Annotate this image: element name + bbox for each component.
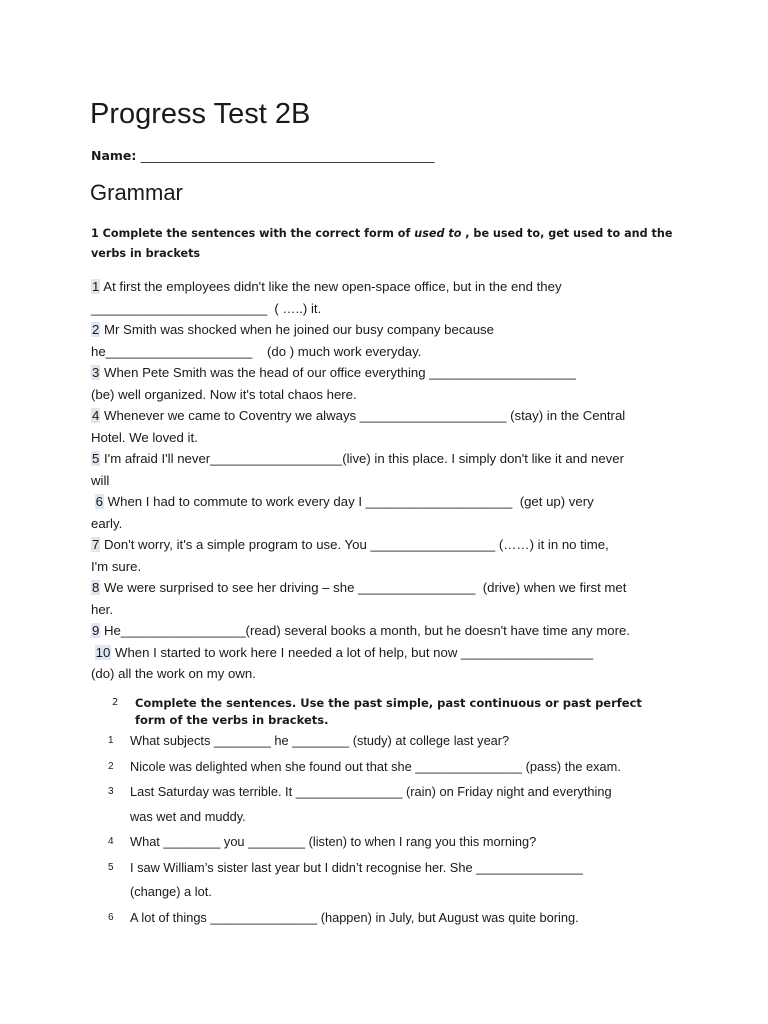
sentence-text: (be) well organized. Now it's total chaos here.: [91, 386, 357, 402]
exercise1-instruction: [91, 224, 681, 264]
exercise1-line: [91, 470, 691, 492]
sentence-text: What subjects ________ he ________ (study) at college last year?: [130, 733, 510, 748]
name-field: [91, 148, 435, 163]
exercise1-line: [91, 298, 691, 320]
sentence-text: early.: [91, 515, 123, 531]
instruction-text: 1 Complete the sentences with the correct form of: [91, 227, 415, 240]
item-number: 2: [108, 760, 114, 772]
question-number: 7: [92, 537, 100, 552]
section-title: Grammar: [90, 180, 183, 205]
item-number: 4: [108, 836, 114, 847]
sentence-text: Nicole was delighted when she found out that she _______________ (pass) the exam.: [130, 758, 621, 774]
sentence-text: I'm sure.: [91, 558, 142, 574]
exercise2-item: [108, 906, 708, 931]
question-number: 1: [92, 279, 100, 294]
item-number: 5: [108, 861, 114, 873]
exercise1-line: [91, 384, 691, 406]
sentence-text: Whenever we came to Coventry we always ____________________ (stay) in the Central: [100, 408, 626, 423]
exercise1-line: [91, 319, 691, 341]
exercise1-line: [91, 620, 691, 642]
sentence-text: Hotel. We loved it.: [91, 429, 198, 445]
exercise2-item: [108, 729, 708, 754]
page-title: Progress Test 2B: [90, 98, 311, 130]
exercise1-line: [91, 341, 691, 363]
exercise1-line: [91, 599, 691, 621]
sentence-text: was wet and muddy.: [130, 808, 246, 824]
exercise2-sentences: [108, 729, 708, 930]
sentence-text: When I had to commute to work every day I ____________________ (get up) very: [104, 494, 594, 509]
sentence-text: I saw William’s sister last year but I didn’t recognise her. She _______________: [130, 859, 583, 875]
exercise2-instruction: [112, 695, 672, 728]
name-blank: _______________________________________________: [140, 148, 435, 163]
exercise2-item: [108, 830, 708, 855]
sentence-text: he____________________ (do ) much work everyday.: [91, 343, 422, 359]
instruction-text-end: , be used to, get used to and the verbs in brackets: [91, 227, 673, 260]
sentence-text: I'm afraid I'll never__________________(live) in this place. I simply don't like it and never: [100, 451, 624, 466]
exercise2-number: 2: [112, 697, 119, 708]
question-number: 4: [92, 408, 100, 423]
exercise1-line: [91, 513, 691, 535]
exercise1-line: [91, 448, 691, 470]
sentence-text: We were surprised to see her driving – she ________________ (drive) when we first met: [100, 580, 627, 595]
sentence-text: When Pete Smith was the head of our office everything ____________________: [100, 365, 576, 380]
sentence-text: ________________________ ( …..) it.: [91, 300, 322, 316]
question-number: 6: [95, 494, 104, 509]
exercise1-line: [91, 491, 691, 513]
name-label: Name:: [91, 148, 137, 163]
sentence-text: her.: [91, 601, 113, 617]
exercise2-item: [108, 755, 708, 780]
sentence-text: will: [91, 472, 110, 488]
exercise1-line: [91, 642, 691, 664]
question-number: 9: [92, 623, 100, 638]
exercise1-line: [91, 427, 691, 449]
sentence-text: (change) a lot.: [130, 884, 212, 899]
exercise2-item: [108, 780, 708, 829]
item-number: 1: [108, 735, 114, 746]
question-number: 3: [92, 365, 100, 380]
exercise1-sentences: [91, 276, 691, 685]
question-number: 2: [92, 322, 100, 337]
sentence-text: A lot of things _______________ (happen) in July, but August was quite boring.: [130, 909, 579, 925]
exercise2-item: [108, 856, 708, 905]
exercise2-instruction-text: Complete the sentences. Use the past simple, past continuous or past perfect form of the verbs in brackets.: [135, 696, 642, 727]
exercise1-line: [91, 663, 691, 685]
question-number: 10: [95, 644, 111, 660]
sentence-text: What ________ you ________ (listen) to when I rang you this morning?: [130, 834, 537, 849]
sentence-text: (do) all the work on my own.: [91, 666, 256, 681]
exercise1-line: [91, 556, 691, 578]
exercise1-line: [91, 276, 691, 298]
exercise1-line: [91, 534, 691, 556]
sentence-text: He_________________(read) several books a month, but he doesn't have time any more.: [100, 623, 630, 638]
sentence-text: When I started to work here I needed a lot of help, but now __________________: [111, 644, 594, 660]
item-number: 6: [108, 911, 114, 923]
question-number: 8: [92, 580, 100, 595]
instruction-italic: used to: [414, 227, 462, 240]
sentence-text: At first the employees didn't like the new open-space office, but in the end they: [100, 279, 562, 294]
item-number: 3: [108, 786, 114, 797]
sentence-text: Mr Smith was shocked when he joined our busy company because: [100, 322, 494, 337]
exercise1-line: [91, 362, 691, 384]
question-number: 5: [92, 451, 100, 466]
exercise1-line: [91, 577, 691, 599]
sentence-text: Last Saturday was terrible. It _______________ (rain) on Friday night and everything: [130, 784, 612, 799]
sentence-text: Don't worry, it's a simple program to use. You _________________ (……) it in no time,: [100, 537, 609, 552]
exercise1-line: [91, 405, 691, 427]
